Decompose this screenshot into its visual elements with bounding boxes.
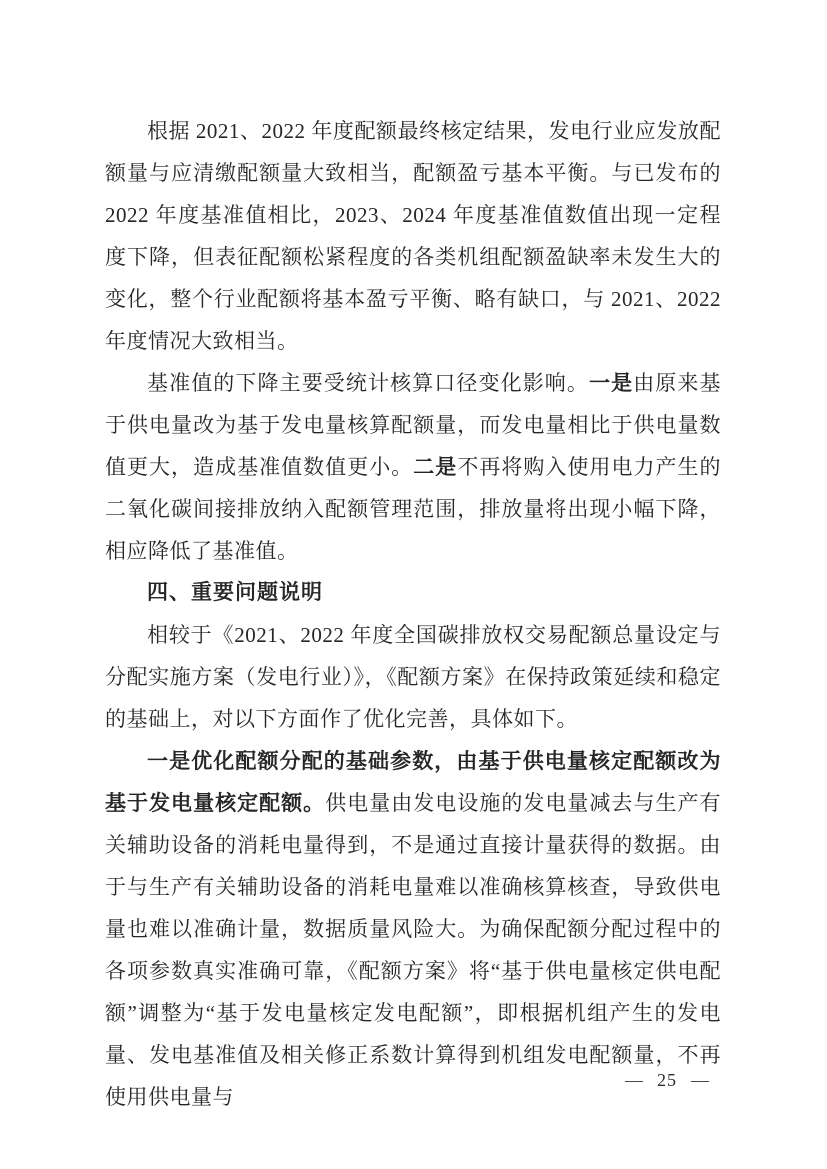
footer-left-dash: — bbox=[625, 1070, 643, 1090]
footer-right-dash: — bbox=[691, 1070, 709, 1090]
text-run: 基准值的下降主要受统计核算口径变化影响。 bbox=[147, 371, 589, 395]
text-run: 根据 2021、2022 年度配额最终核定结果，发电行业应发放配额量与应清缴配额量大致相当，配额盈亏基本平衡。与已发布的 2022 年度基准值相比，2023、2024 年度基准值数值出现一定程度下降，但表征配额松紧程度的各类机组配额盈缺率未发生大的变化，整个行业配额将基本盈亏平衡、略有缺口，与 2021、2022 年度情况大致相当。 bbox=[105, 119, 721, 353]
paragraph bbox=[105, 614, 721, 740]
text-run: 一是 bbox=[589, 371, 634, 395]
text-run: 一是优化配额分配的基础参数，由基于供电量核定配额改为基于发电量核定配额。 bbox=[105, 749, 721, 815]
text-run: 相较于《2021、2022 年度全国碳排放权交易配额总量设定与分配实施方案（发电行业）》，《配额方案》在保持政策延续和稳定的基础上，对以下方面作了优化完善，具体如下。 bbox=[105, 623, 721, 731]
document-body bbox=[105, 110, 721, 1118]
page-number: 25 bbox=[657, 1070, 677, 1090]
text-run: 二是 bbox=[413, 455, 458, 479]
paragraph bbox=[105, 110, 721, 362]
page-footer bbox=[611, 1068, 723, 1092]
text-run: 由原来基于供电量改为基于发电量核算配额量，而发电量相比于供电量数值更大，造成基准值数值更小。 bbox=[105, 371, 722, 479]
section-heading bbox=[105, 572, 721, 614]
paragraph bbox=[105, 362, 721, 572]
text-run: 四、重要问题说明 bbox=[147, 581, 323, 604]
text-run: 供电量由发电设施的发电量减去与生产有关辅助设备的消耗电量得到，不是通过直接计量获得的数据。由于与生产有关辅助设备的消耗电量难以准确核算核查，导致供电量也难以准确计量，数据质量风险大。为确保配额分配过程中的各项参数真实准确可靠，《配额方案》将“基于供电量核定供电配额”调整为“基于发电量核定发电配额”，即根据机组产生的发电量、发电基准值及相关修正系数计算得到机组发电配额量，不再使用供电量与 bbox=[105, 791, 722, 1109]
paragraph bbox=[105, 740, 721, 1118]
text-run: 不再将购入使用电力产生的二氧化碳间接排放纳入配额管理范围，排放量将出现小幅下降，相应降低了基准值。 bbox=[105, 455, 722, 563]
